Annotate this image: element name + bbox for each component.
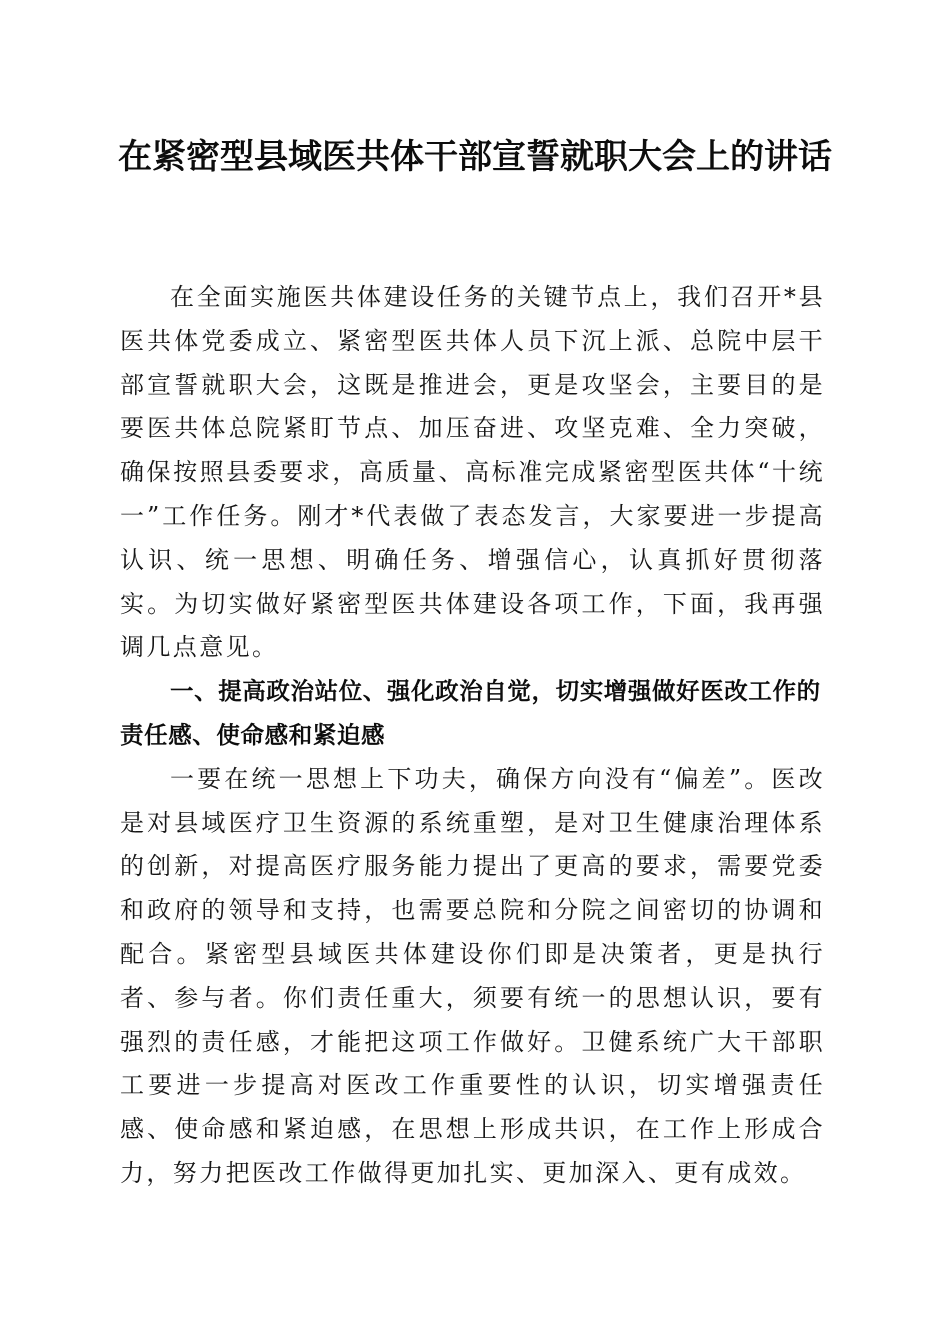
document-body [120, 276, 825, 1196]
document-title: 在紧密型县域医共体干部宣誓就职大会上的讲话 [118, 137, 832, 177]
section-paragraph: 一要在统一思想上下功夫，确保方向没有“偏差”。医改是对县域医疗卫生资源的系统重塑，是对卫生健康治理体系的创新，对提高医疗服务能力提出了更高的要求，需要党委和政府的领导和支持，也需要总院和分院之间密切的协调和配合。紧密型县域医共体建设你们即是决策者，更是执行者、参与者。你们责任重大，须要有统一的思想认识，要有强烈的责任感，才能把这项工作做好。卫健系统广大干部职工要进一步提高对医改工作重要性的认识，切实增强责任感、使命感和紧迫感，在思想上形成共识，在工作上形成合力，努力把医改工作做得更加扎实、更加深入、更有成效。 [120, 764, 825, 1187]
section-heading: 一、提高政治站位、强化政治自觉，切实增强做好医改工作的责任感、使命感和紧迫感 [120, 677, 821, 749]
intro-paragraph: 在全面实施医共体建设任务的关键节点上，我们召开*县医共体党委成立、紧密型医共体人员下沉上派、总院中层干部宣誓就职大会，这既是推进会，更是攻坚会，主要目的是要医共体总院紧盯节点、加压奋进、攻坚克难、全力突破，确保按照县委要求，高质量、高标准完成紧密型医共体“十统一”工作任务。刚才*代表做了表态发言，大家要进一步提高认识、统一思想、明确任务、增强信心，认真抓好贯彻落实。为切实做好紧密型医共体建设各项工作，下面，我再强调几点意见。 [120, 283, 825, 662]
